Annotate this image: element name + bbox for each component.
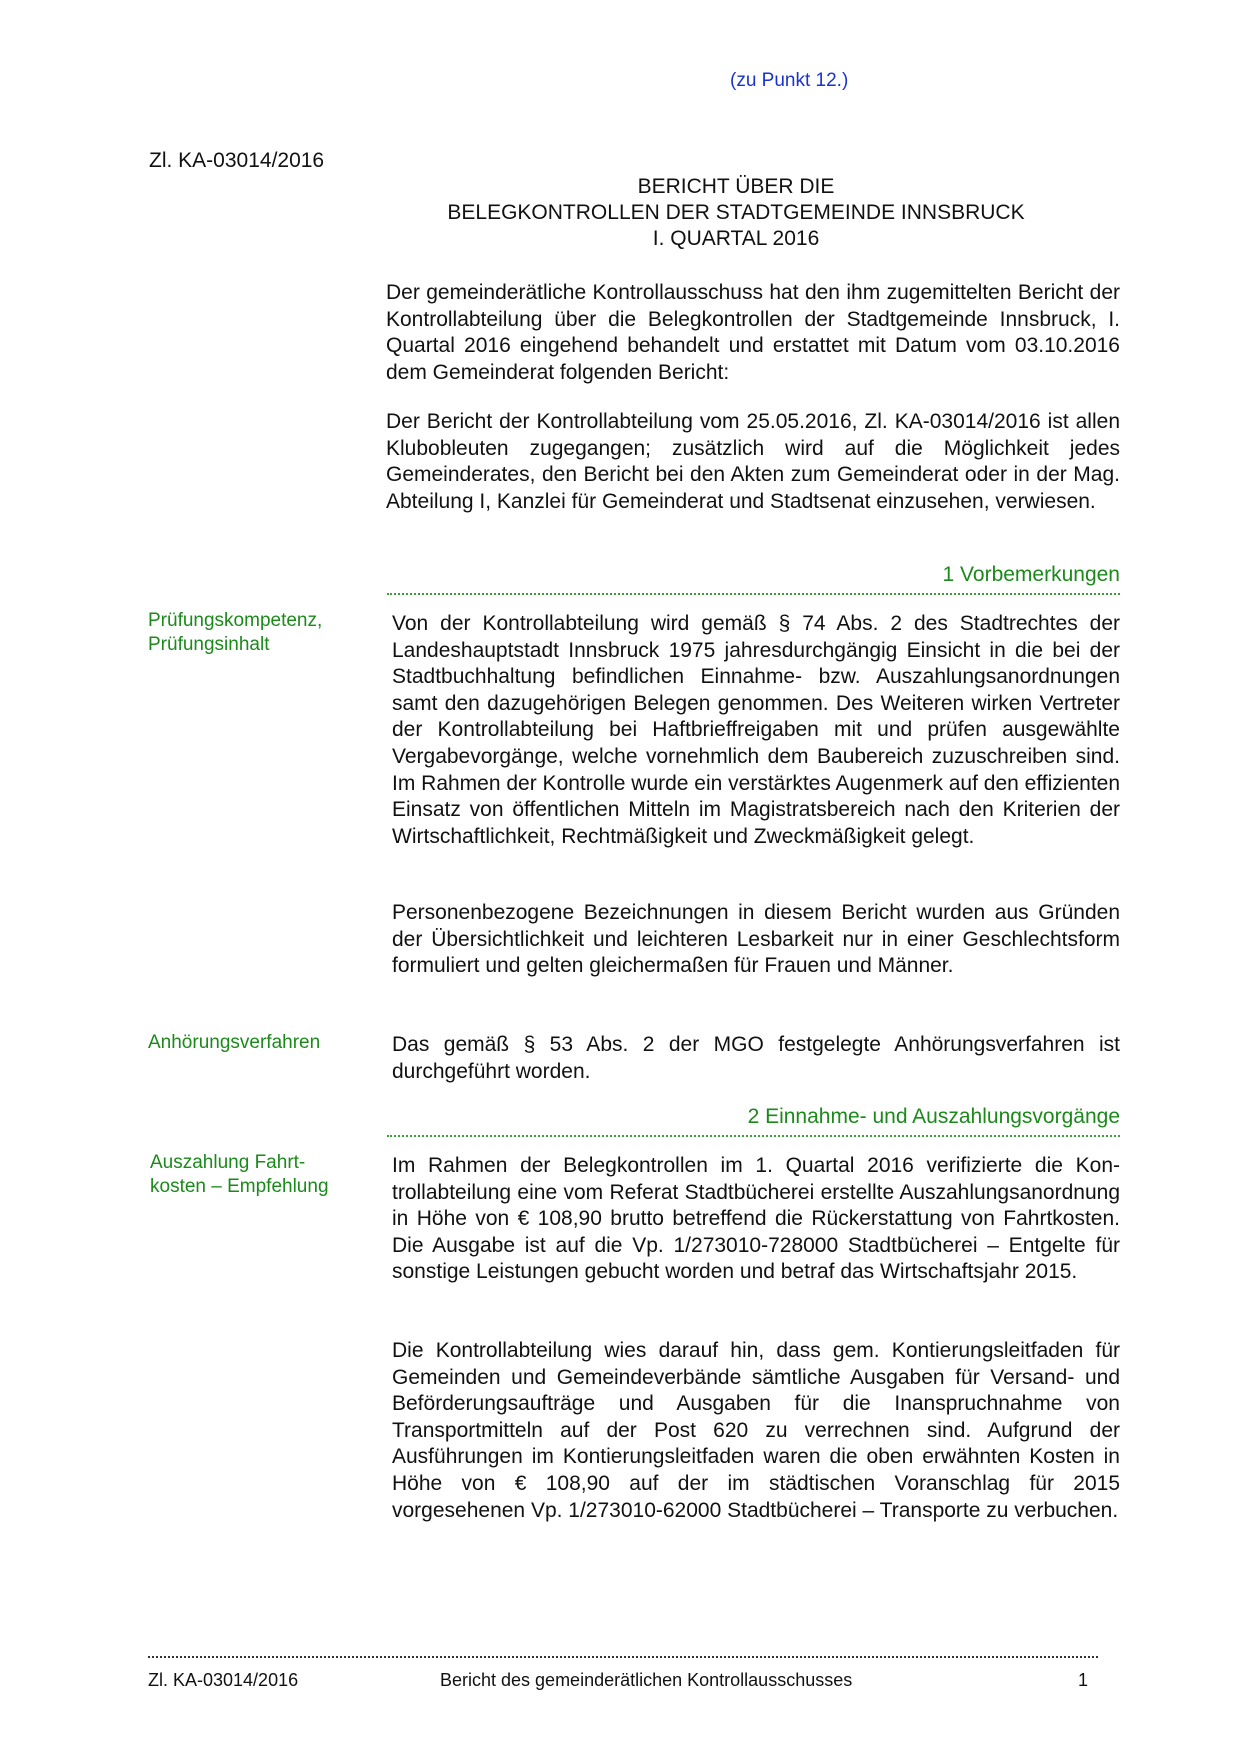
- intro-paragraph-2: Der Bericht der Kontrollabteilung vom 25.05.2016, Zl. KA-03014/2016 ist allen Klubobleuten zugegangen; zusätzlich wird auf die Möglichkeit jedes Gemeinderates, den Bericht bei den Akten zum Gemeinderat oder in der Mag. Abteilung I, Kanzlei für Gemeinderat und Stadtsenat einzusehen, verwiesen.: [386, 410, 1120, 513]
- section1-paragraph-3: Das gemäß § 53 Abs. 2 der MGO festgelegte Anhörungsverfahren ist durchgeführt worden.: [392, 1033, 1120, 1083]
- section2-paragraph-1: Im Rahmen der Belegkontrollen im 1. Quartal 2016 verifizierte die Kontrollabteilung eine vom Referat Stadtbücherei erstellte Auszahlungsanordnung in Höhe von € 108,90 brutto betreffend die Rückerstattung von Fahrtkosten. Die Ausgabe ist auf die Vp. 1/273010-728000 Stadtbücherei – Entgelte für sonstige Leistungen gebucht worden und betraf das Wirtschaftsjahr 2015.: [392, 1154, 1120, 1284]
- reference-link[interactable]: (zu Punkt 12.): [730, 70, 849, 91]
- footer-divider: [148, 1656, 1098, 1658]
- section-heading-2: 2 Einnahme- und Auszahlungsvorgänge: [387, 1105, 1120, 1137]
- title-line-2: BELEGKONTROLLEN DER STADTGEMEINDE INNSBRUCK: [447, 201, 1025, 224]
- section1-paragraph-2: Personenbezogene Bezeichnungen in diesem Bericht wurden aus Gründen der Übersichtlichkeit und leichteren Lesbarkeit nur in einer Geschlechtsform formuliert und gelten gleichermaßen für Frauen und Männer.: [392, 901, 1120, 978]
- file-number: Zl. KA-03014/2016: [149, 149, 325, 172]
- footer-page-number: 1: [1078, 1670, 1089, 1690]
- section-heading-1: 1 Vorbemerkungen: [387, 563, 1120, 595]
- margin-note-pruefungskompetenz: Prüfungskompetenz, Prüfungsinhalt: [148, 610, 323, 655]
- title-line-1: BERICHT ÜBER DIE: [637, 175, 835, 198]
- title-line-3: I. QUARTAL 2016: [652, 227, 820, 250]
- report-title: [386, 174, 1086, 252]
- section2-paragraph-2: Die Kontrollabteilung wies darauf hin, dass gem. Kontierungsleitfaden für Gemeinden und Gemeindeverbände sämtliche Ausgaben für Versand- und Beförderungsaufträge und Ausgaben für die Inanspruchnahme von Transportmitteln auf der Post 620 zu verrechnen sind. Aufgrund der Ausführungen im Kontierungsleitfaden waren die oben erwähnten Kosten in Höhe von € 108,90 auf der im städtischen Voranschlag für 2015 vorgesehenen Vp. 1/273010-62000 Stadtbücherei – Transporte zu verbuchen.: [392, 1339, 1120, 1522]
- margin-note-auszahlung-fahrtkosten: Auszahlung Fahrt-kosten – Empfehlung: [150, 1152, 329, 1197]
- footer-file-number: Zl. KA-03014/2016: [148, 1670, 299, 1690]
- footer-title: Bericht des gemeinderätlichen Kontrollausschusses: [440, 1670, 853, 1690]
- margin-note-anhoerungsverfahren: Anhörungsverfahren: [148, 1032, 321, 1053]
- section1-paragraph-1: Von der Kontrollabteilung wird gemäß § 74 Abs. 2 des Stadtrechtes der Landeshauptstadt Innsbruck 1975 jahresdurchgängig Einsicht in die bei der Stadtbuchhaltung befindlichen Einnahme- bzw. Auszahlungsanordnungen samt den dazugehörigen Belegen genommen. Des Weiteren wirken Vertreter der Kontrollabteilung bei Haftbrieffreigaben mit und prüfen ausgewählte Vergabevorgänge, welche vornehmlich dem Baubereich zuzuschreiben sind. Im Rahmen der Kontrolle wurde ein verstärktes Augenmerk auf den effizienten Einsatz von öffentlichen Mitteln im Magistratsbereich nach den Kriterien der Wirtschaftlichkeit, Rechtmäßigkeit und Zweckmäßigkeit gelegt.: [392, 612, 1121, 848]
- intro-paragraph-1: Der gemeinderätliche Kontrollausschuss hat den ihm zugemittelten Bericht der Kontrollabteilung über die Belegkontrollen der Stadtgemeinde Innsbruck, I. Quartal 2016 eingehend behandelt und erstattet mit Datum vom 03.10.2016 dem Gemeinderat folgenden Bericht:: [386, 281, 1120, 384]
